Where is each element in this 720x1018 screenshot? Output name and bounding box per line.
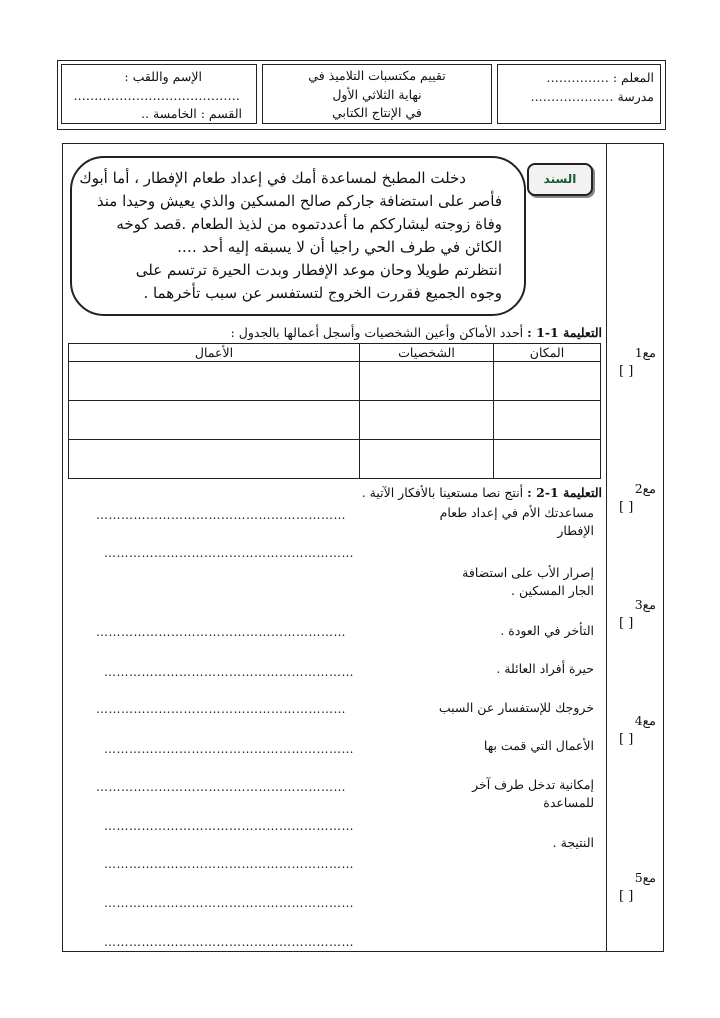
criterion-3-label: مع3 — [634, 597, 656, 612]
table-row — [69, 362, 601, 401]
instruction-2-text: أنتج نصا مستعينا بالأفكار الآتية . — [361, 485, 524, 500]
title-line-1: تقييم مكتسبات التلاميذ في — [308, 68, 446, 83]
criterion-4-score[interactable]: [ ] — [619, 732, 634, 747]
idea-text: إمكانية تدخل طرف آخر — [472, 777, 594, 792]
criterion-5-label: مع5 — [634, 870, 656, 885]
instruction-2 — [362, 485, 602, 500]
writing-line[interactable]: …………………………………………………… — [104, 857, 354, 871]
writing-line[interactable]: …………………………………………………… — [104, 742, 354, 756]
cell-characters[interactable] — [360, 362, 494, 401]
instruction-2-label: التعليمة 1-2 : — [527, 485, 602, 500]
cell-actions[interactable] — [69, 362, 360, 401]
title-line-3: في الإنتاج الكتابي — [332, 105, 422, 120]
sanad-badge: السند — [527, 163, 593, 196]
writing-line[interactable]: …………………………………………………… — [96, 702, 346, 716]
school-line: مدرسة ……………….. — [530, 89, 654, 104]
header-characters: الشخصيات — [360, 344, 494, 362]
idea-text: مساعدتك الأم في إعداد طعام — [439, 505, 594, 520]
teacher-line: المعلم : …………… — [546, 70, 654, 85]
idea-text: الإفطار — [557, 523, 594, 538]
writing-line[interactable]: …………………………………………………… — [104, 896, 354, 910]
cell-actions[interactable] — [69, 440, 360, 479]
idea-text: إصرار الأب على استضافة — [462, 565, 594, 580]
header-frame — [57, 60, 666, 130]
title-line-2: نهاية الثلاثي الأول — [332, 87, 422, 102]
criterion-5-score[interactable]: [ ] — [619, 889, 634, 904]
teacher-cell — [497, 64, 661, 124]
story-line-2: فأصر على استضافة جاركم صالح المسكين والذي يعيش وحيدا منذ — [96, 192, 502, 210]
header-place: المكان — [494, 344, 601, 362]
table-row — [69, 440, 601, 479]
header-actions: الأعمال — [69, 344, 360, 362]
cell-actions[interactable] — [69, 401, 360, 440]
criterion-2-score[interactable]: [ ] — [619, 500, 634, 515]
criterion-4-label: مع4 — [634, 713, 656, 728]
cell-characters[interactable] — [360, 440, 494, 479]
cell-place[interactable] — [494, 401, 601, 440]
table-header-row — [69, 344, 601, 362]
student-name-label: الإسم واللقب : — [124, 69, 202, 84]
table-row — [69, 401, 601, 440]
idea-text: الأعمال التي قمت بها — [483, 738, 594, 753]
story-line-5: انتظرتم طويلا وحان موعد الإفطار وبدت الحيرة ترتسم على — [135, 261, 502, 279]
idea-text: النتيجة . — [552, 835, 594, 850]
criterion-1-label: مع1 — [634, 345, 656, 360]
writing-line[interactable]: …………………………………………………… — [96, 780, 346, 794]
writing-line[interactable]: …………………………………………………… — [104, 819, 354, 833]
student-name-dots[interactable]: …………………………………. — [73, 88, 240, 103]
story-text-box — [70, 156, 526, 316]
writing-line[interactable]: …………………………………………………… — [104, 935, 354, 949]
writing-line[interactable]: …………………………………………………… — [104, 665, 354, 679]
story-line-6: وجوه الجميع فقررت الخروج لتستفسر عن سبب تأخرهما . — [143, 284, 502, 302]
criteria-column-divider — [606, 143, 607, 952]
writing-line[interactable]: …………………………………………………… — [96, 625, 346, 639]
idea-text: للمساعدة — [543, 795, 594, 810]
places-characters-table — [68, 343, 601, 479]
writing-line[interactable]: …………………………………………………… — [104, 546, 354, 560]
cell-place[interactable] — [494, 440, 601, 479]
writing-line[interactable]: …………………………………………………… — [96, 508, 346, 522]
idea-text: التأخر في العودة . — [500, 623, 594, 638]
story-line-1: دخلت المطبخ لمساعدة أمك في إعداد طعام الإفطار ، أما أبوك — [79, 169, 466, 187]
criterion-2-label: مع2 — [634, 481, 656, 496]
instruction-1-label: التعليمة 1-1 : — [527, 325, 602, 340]
instruction-1-text: أحدد الأماكن وأعين الشخصيات وأسجل أعمالها بالجدول : — [230, 325, 524, 340]
title-cell — [262, 64, 492, 124]
student-cell — [61, 64, 257, 124]
cell-place[interactable] — [494, 362, 601, 401]
student-class-line: القسم : الخامسة .. — [141, 106, 242, 121]
story-line-4: الكائن في طرف الحي راجيا أن لا يسبقه إليه أحد …. — [177, 238, 502, 256]
instruction-1 — [231, 325, 602, 340]
idea-text: حيرة أفراد العائلة . — [496, 661, 594, 676]
idea-text: خروجك للإستفسار عن السبب — [438, 700, 594, 715]
idea-text: الجار المسكين . — [511, 583, 594, 598]
cell-characters[interactable] — [360, 401, 494, 440]
criterion-1-score[interactable]: [ ] — [619, 364, 634, 379]
story-line-3: وفاة زوجته ليشارككم ما أعددتموه من لذيذ الطعام .قصد كوخه — [116, 215, 502, 233]
criterion-3-score[interactable]: [ ] — [619, 616, 634, 631]
